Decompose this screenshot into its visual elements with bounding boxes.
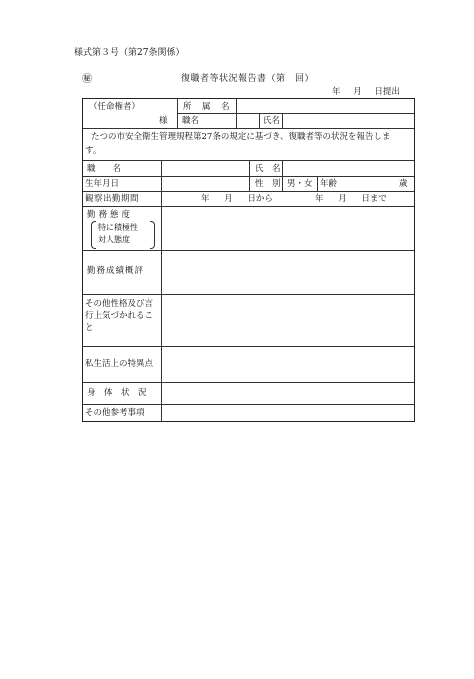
- physical-condition-label: 身 体 状 況: [87, 388, 147, 398]
- name-label: 氏 名: [255, 164, 281, 174]
- personality-notes-line2: 行上気づかれるこ: [85, 311, 154, 321]
- period-from: 年 月 日から: [201, 194, 273, 204]
- department-label: 所 属 名: [183, 102, 231, 112]
- appointer-label: （任命権者）: [89, 102, 141, 112]
- document-title: 復職者等状況報告書（第 回）: [181, 74, 315, 84]
- attitude-sub-bracket: [91, 221, 155, 247]
- gender-label: 性 別: [255, 179, 281, 189]
- report-form-table: [82, 98, 415, 422]
- observation-period-label: 観察出勤期間: [85, 194, 140, 204]
- gender-value: 男・女: [287, 179, 313, 189]
- age-unit: 歳: [399, 179, 408, 189]
- form-number: 様式第３号（第27条関係）: [74, 48, 185, 58]
- other-reference-label: その他参考事項: [85, 408, 145, 418]
- private-life-label: 私生活上の特異点: [85, 359, 154, 369]
- confidential-mark: ㊙: [82, 74, 92, 85]
- name-label-top: 氏名: [263, 116, 281, 126]
- period-to: 年 月 日まで: [315, 194, 387, 204]
- personality-notes-line1: その他性格及び言: [85, 299, 154, 309]
- intro-text-line1: たつの市安全衛生管理規程第27条の規定に基づき、復職者等の状況を報告しま: [91, 132, 391, 142]
- sama-honorific: 様: [159, 116, 168, 126]
- birth-date-label: 生年月日: [85, 179, 120, 189]
- job-title-label: 職 名: [87, 164, 122, 174]
- performance-review-label: 勤務成績概評: [87, 266, 145, 276]
- personality-notes-line3: と: [85, 323, 94, 333]
- attitude-sub-line1: 特に積極性: [98, 223, 138, 232]
- intro-text-line2: す。: [85, 146, 102, 156]
- submission-date-line: 年 月 日提出: [332, 87, 400, 97]
- age-label: 年齢: [320, 179, 338, 189]
- job-title-label-top: 職名: [182, 116, 200, 126]
- attitude-sub-line2: 対人態度: [98, 235, 130, 244]
- work-attitude-label: 勤務態度: [87, 210, 134, 220]
